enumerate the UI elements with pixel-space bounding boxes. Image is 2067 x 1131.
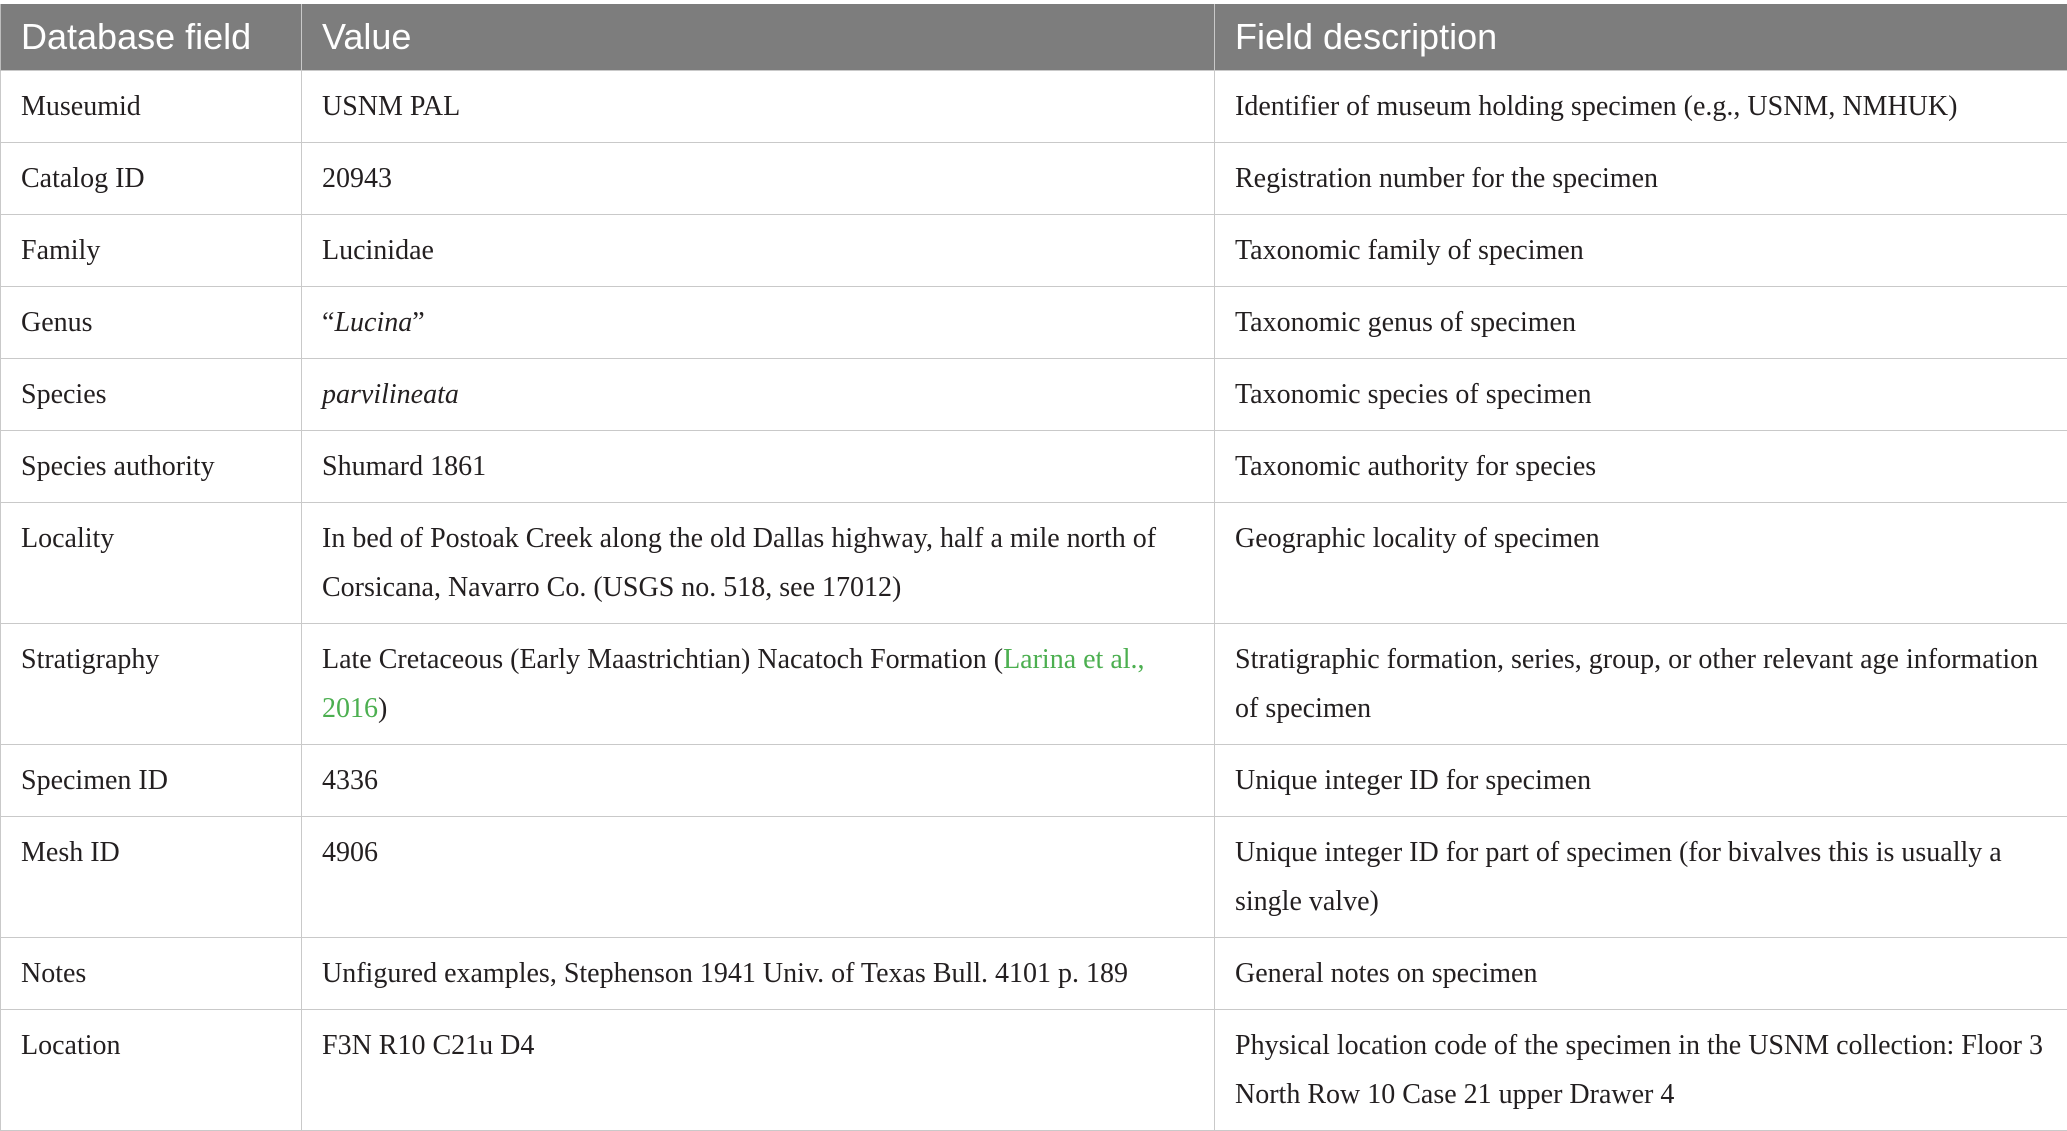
description-cell: Unique integer ID for part of specimen (for bivalves this is usually a single valve) [1215, 817, 2067, 938]
closing-paren: ) [378, 693, 387, 724]
field-cell: Museumid [1, 71, 302, 143]
field-cell: Locality [1, 503, 302, 624]
field-cell: Species [1, 359, 302, 431]
table-row [1, 745, 2067, 817]
value-cell [302, 624, 1215, 745]
field-cell: Catalog ID [1, 143, 302, 215]
description-cell: Stratigraphic formation, series, group, or other relevant age information of specimen [1215, 624, 2067, 745]
value-cell: 4336 [302, 745, 1215, 817]
field-cell: Species authority [1, 431, 302, 503]
description-cell: Registration number for the specimen [1215, 143, 2067, 215]
stratigraphy-text: Late Cretaceous (Early Maastrichtian) Nacatoch Formation ( [322, 644, 1003, 675]
description-cell: Taxonomic authority for species [1215, 431, 2067, 503]
table-row [1, 624, 2067, 745]
value-cell [302, 287, 1215, 359]
field-cell: Specimen ID [1, 745, 302, 817]
value-cell: Lucinidae [302, 215, 1215, 287]
description-cell: Taxonomic species of specimen [1215, 359, 2067, 431]
value-cell: In bed of Postoak Creek along the old Dallas highway, half a mile north of Corsicana, Navarro Co. (USGS no. 518, see 17012) [302, 503, 1215, 624]
table-row [1, 287, 2067, 359]
description-cell: Identifier of museum holding specimen (e.g., USNM, NMHUK) [1215, 71, 2067, 143]
field-cell: Notes [1, 938, 302, 1010]
description-cell: Geographic locality of specimen [1215, 503, 2067, 624]
table-row [1, 503, 2067, 624]
table-row [1, 215, 2067, 287]
table-row [1, 359, 2067, 431]
species-name: parvilineata [322, 379, 459, 410]
close-quote: ” [412, 307, 424, 338]
table-container [0, 4, 2067, 1131]
description-cell: Unique integer ID for specimen [1215, 745, 2067, 817]
value-cell: Unfigured examples, Stephenson 1941 Univ. of Texas Bull. 4101 p. 189 [302, 938, 1215, 1010]
description-cell: Taxonomic family of specimen [1215, 215, 2067, 287]
table-row [1, 817, 2067, 938]
header-value: Value [302, 4, 1215, 71]
table-row [1, 71, 2067, 143]
field-cell: Genus [1, 287, 302, 359]
value-cell: 4906 [302, 817, 1215, 938]
field-cell: Stratigraphy [1, 624, 302, 745]
header-database-field: Database field [1, 4, 302, 71]
description-cell: Taxonomic genus of specimen [1215, 287, 2067, 359]
description-cell: General notes on specimen [1215, 938, 2067, 1010]
table-row [1, 143, 2067, 215]
table-header-row [1, 4, 2067, 71]
specimen-metadata-table [0, 4, 2067, 1131]
table-row [1, 431, 2067, 503]
description-cell: Physical location code of the specimen in the USNM collection: Floor 3 North Row 10 Case 21 upper Drawer 4 [1215, 1010, 2067, 1131]
table-row [1, 938, 2067, 1010]
open-quote: “ [322, 307, 334, 338]
field-cell: Mesh ID [1, 817, 302, 938]
value-cell: USNM PAL [302, 71, 1215, 143]
header-field-description: Field description [1215, 4, 2067, 71]
value-cell [302, 359, 1215, 431]
field-cell: Location [1, 1010, 302, 1131]
genus-name: Lucina [334, 307, 412, 338]
value-cell: F3N R10 C21u D4 [302, 1010, 1215, 1131]
table-row [1, 1010, 2067, 1131]
reference-link[interactable]: Larina et al., 2016 [322, 644, 1145, 724]
value-cell: 20943 [302, 143, 1215, 215]
value-cell: Shumard 1861 [302, 431, 1215, 503]
field-cell: Family [1, 215, 302, 287]
